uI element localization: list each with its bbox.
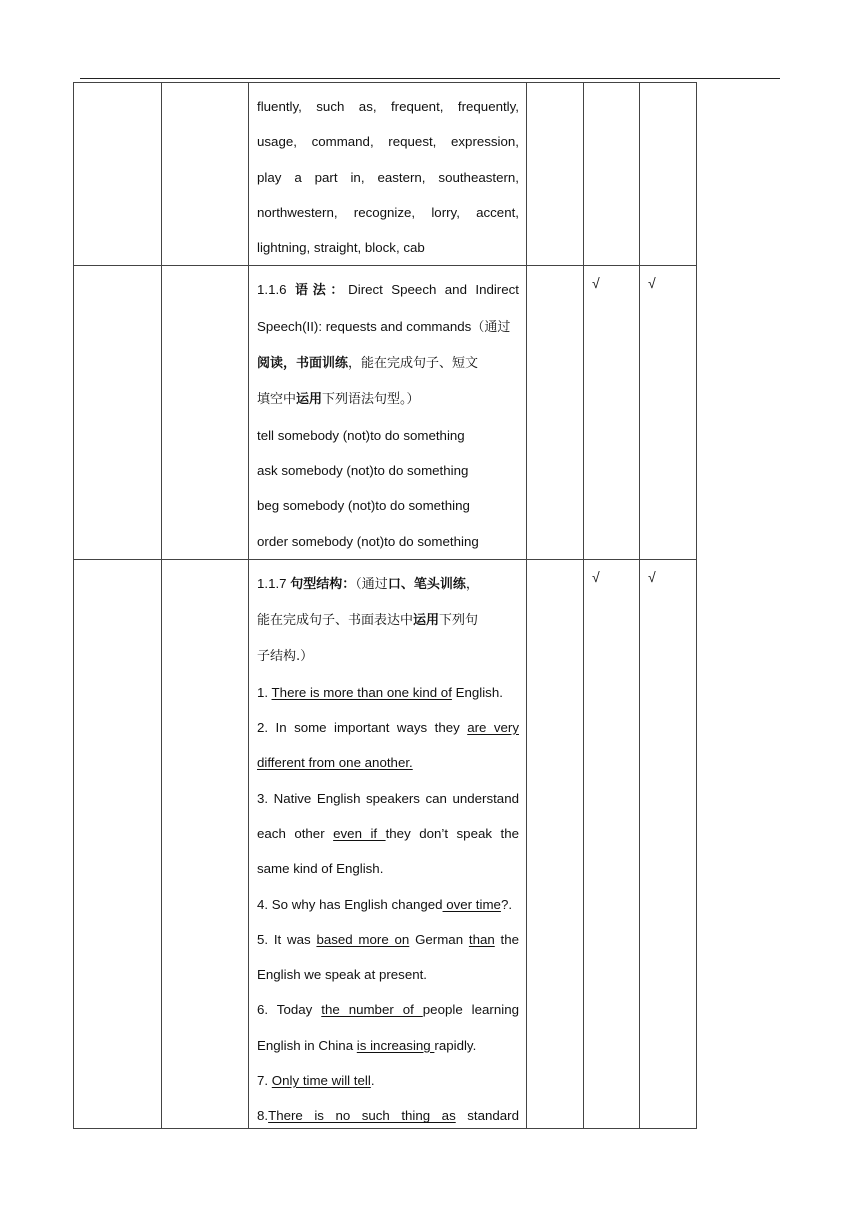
- table-row: [74, 266, 697, 559]
- check-cell: [640, 559, 697, 1128]
- grammar-line: Speech(II): requests and commands（通过: [257, 318, 511, 335]
- check-cell: [584, 559, 640, 1128]
- grammar-pattern: beg somebody (not)to do something: [257, 498, 470, 514]
- header-rule: [80, 78, 780, 79]
- check-mark: √: [592, 275, 600, 292]
- empty-cell: [74, 266, 162, 559]
- sentence-3-cont: each other even if they don’t speak the: [257, 825, 519, 841]
- sentence-4: 4. So why has English changed over time?.: [257, 896, 513, 912]
- sentences-heading: 1.1.7 句型结构：（通过口、笔头训练，: [257, 575, 479, 592]
- sentences-cell: [249, 559, 527, 1128]
- check-cell: [640, 266, 697, 559]
- vocab-line: lightning, straight, block, cab: [257, 240, 425, 256]
- empty-cell: [640, 83, 697, 266]
- check-cell: [584, 266, 640, 559]
- sentence-1: 1. There is more than one kind of English.: [257, 684, 503, 700]
- vocab-line: play a part in, eastern, southeastern,: [257, 169, 519, 185]
- empty-cell: [74, 83, 162, 266]
- sentence-5-cont: English we speak at present.: [257, 967, 428, 983]
- vocabulary-cell: [249, 83, 527, 266]
- empty-cell: [74, 559, 162, 1128]
- grammar-line: 阅读，书面训练，能在完成句子、短文: [257, 356, 479, 372]
- grammar-heading: 1.1.6 语法：Direct Speech and Indirect: [257, 282, 519, 299]
- grammar-pattern: tell somebody (not)to do something: [257, 427, 465, 443]
- grammar-pattern: ask somebody (not)to do something: [257, 462, 469, 478]
- sentence-5: 5. It was based more on German than the: [257, 931, 520, 947]
- sentence-3: 3. Native English speakers can understand: [257, 790, 519, 806]
- sentence-6-cont: English in China is increasing rapidly.: [257, 1037, 477, 1053]
- sentence-6: 6. Today the number of people learning: [257, 1002, 519, 1018]
- vocab-line: northwestern, recognize, lorry, accent,: [257, 204, 519, 220]
- sentence-2-cont: different from one another.: [257, 755, 413, 771]
- sentence-2: 2. In some important ways they are very: [257, 720, 519, 736]
- grammar-cell: [249, 266, 527, 559]
- grammar-pattern: order somebody (not)to do something: [257, 533, 479, 549]
- grammar-line: 填空中运用下列语法句型。）: [257, 392, 420, 408]
- check-mark: √: [648, 568, 656, 585]
- empty-cell: [527, 266, 584, 559]
- empty-cell: [527, 83, 584, 266]
- check-mark: √: [648, 275, 656, 292]
- sentences-line: 能在完成句子、书面表达中运用下列句: [257, 613, 479, 629]
- empty-cell: [162, 83, 249, 266]
- sentence-3-end: same kind of English.: [257, 861, 384, 877]
- empty-cell: [162, 266, 249, 559]
- sentence-8: 8.There is no such thing as standard: [257, 1108, 519, 1124]
- sentences-line: 子结构.）: [257, 649, 314, 665]
- empty-cell: [162, 559, 249, 1128]
- table-row: [74, 83, 697, 266]
- empty-cell: [584, 83, 640, 266]
- sentence-7: 7. Only time will tell.: [257, 1073, 375, 1089]
- curriculum-table: [73, 82, 697, 1129]
- vocab-line: fluently, such as, frequent, frequently,: [257, 99, 519, 114]
- empty-cell: [527, 559, 584, 1128]
- table-row: [74, 559, 697, 1128]
- vocab-line: usage, command, request, expression,: [257, 134, 519, 150]
- check-mark: √: [592, 568, 600, 585]
